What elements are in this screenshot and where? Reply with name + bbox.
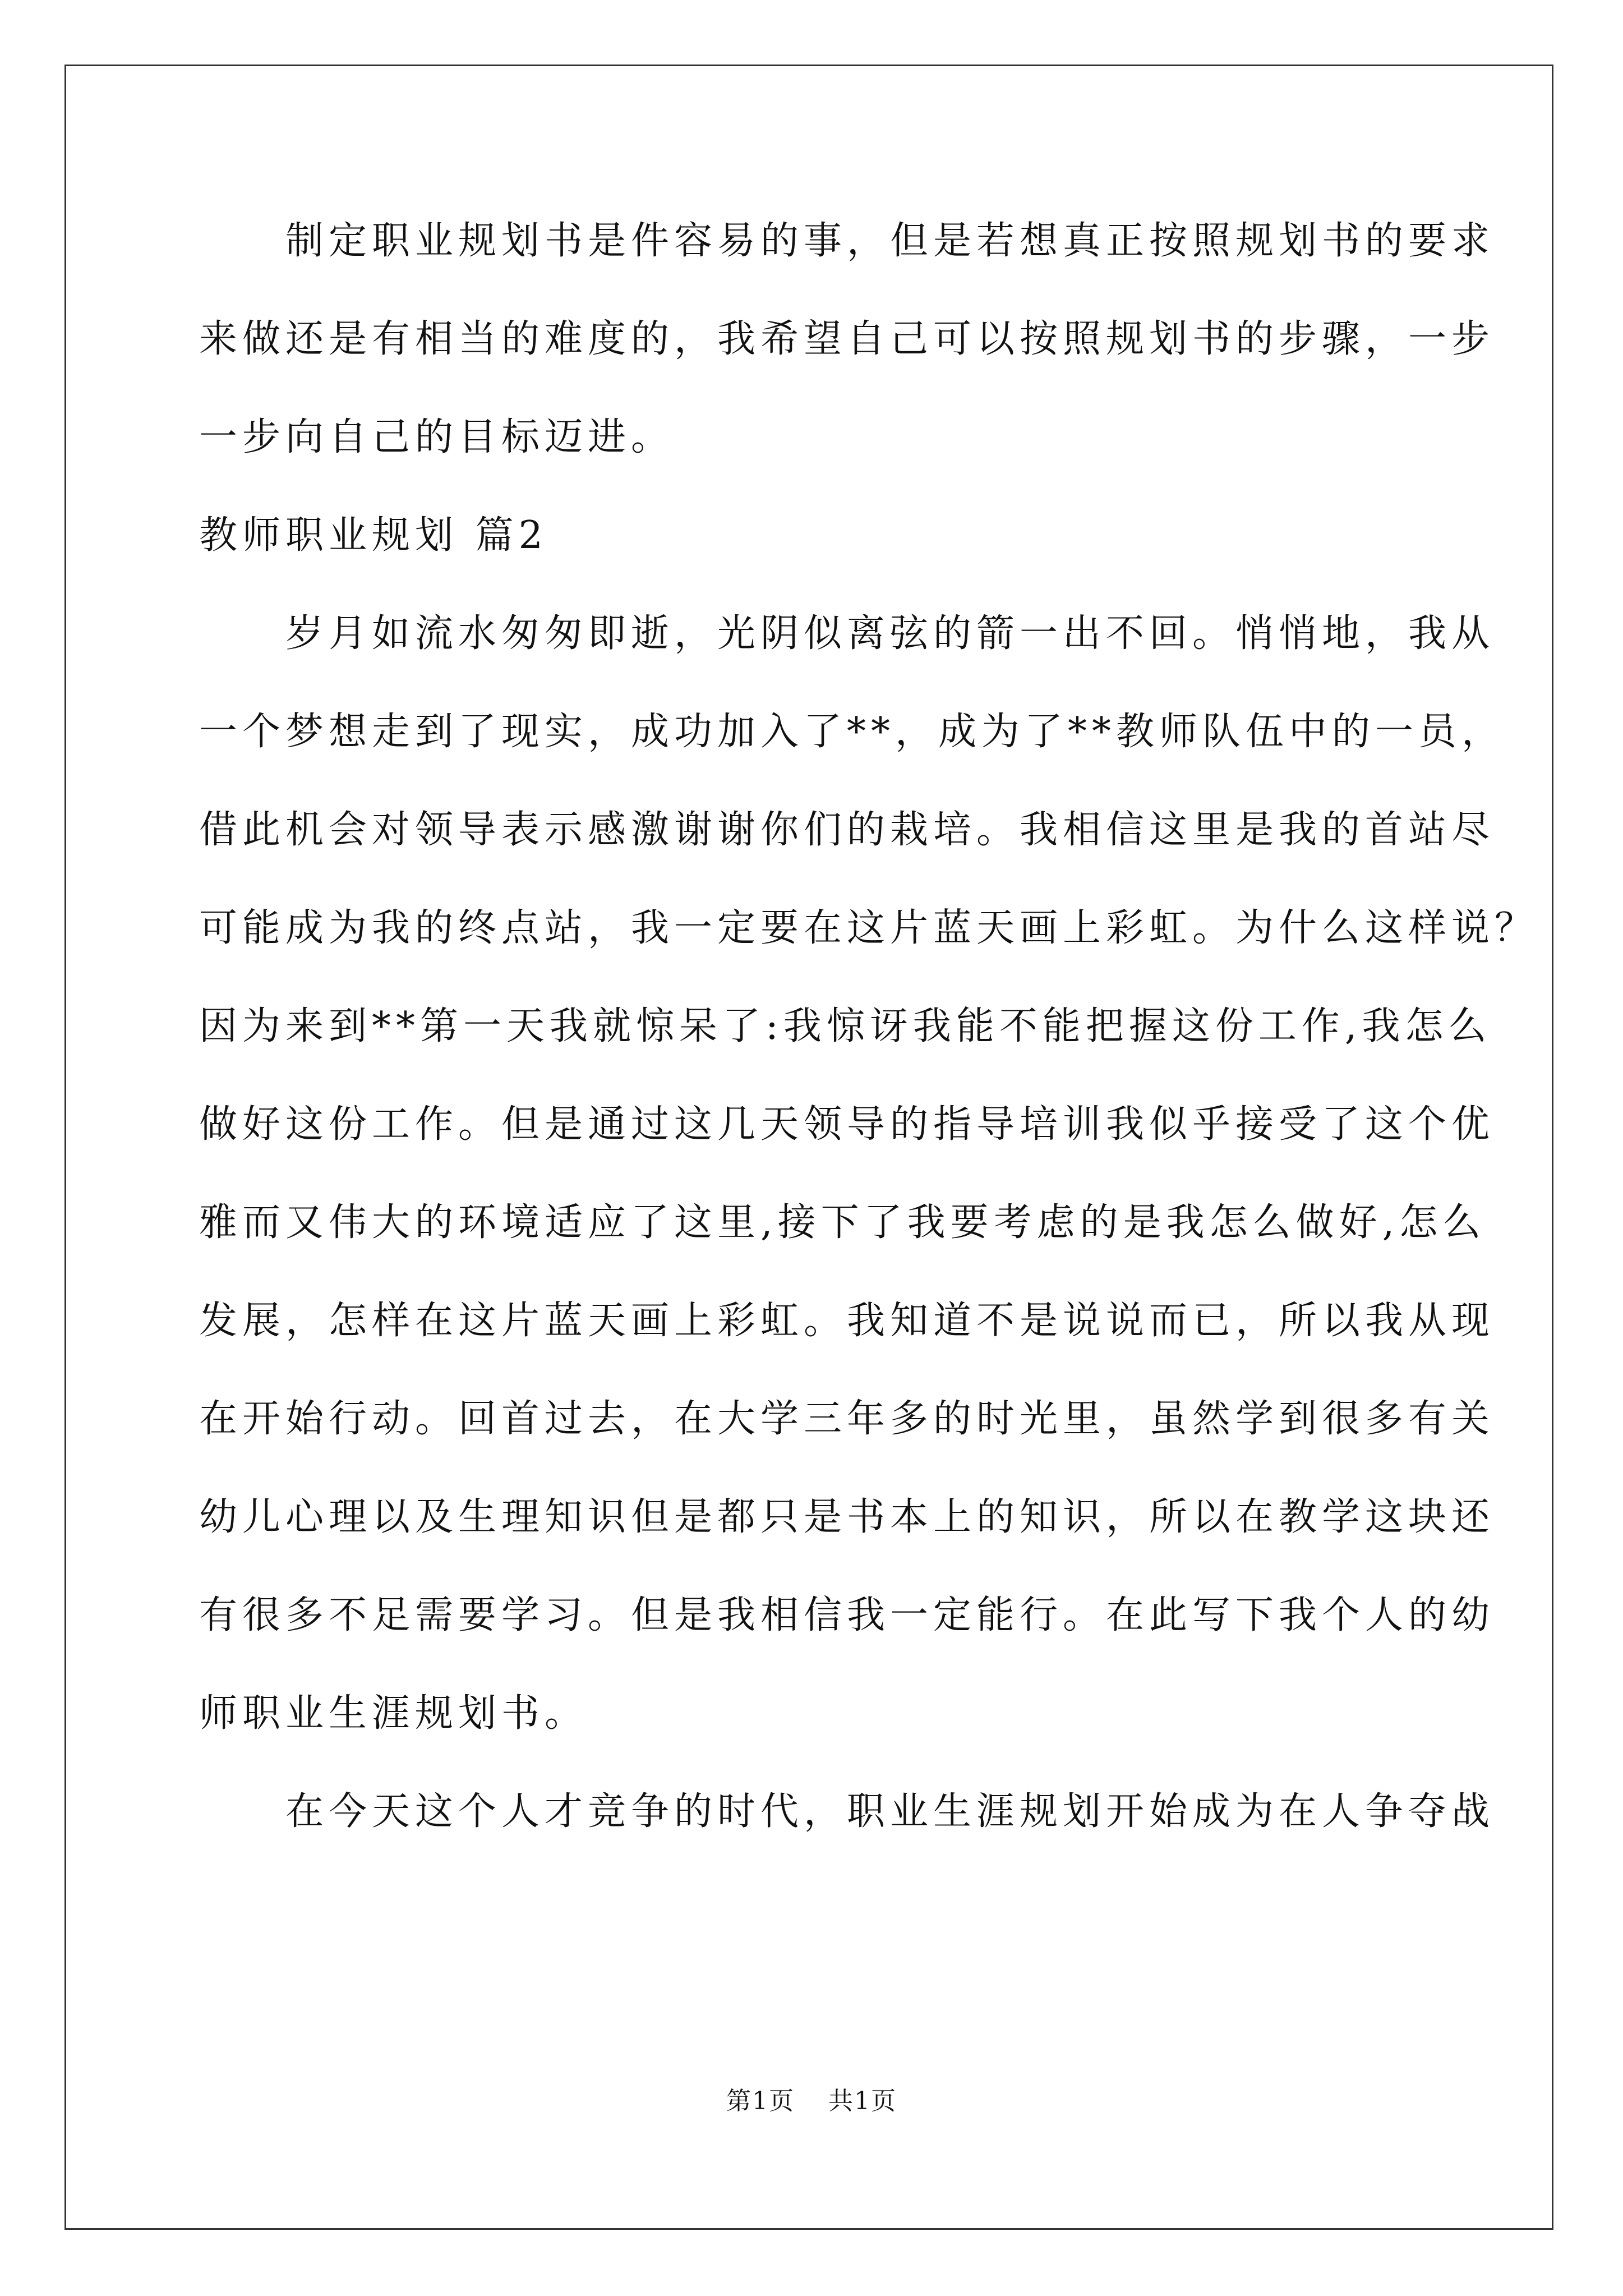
text-line: 借此机会对领导表示感激谢谢你们的栽培。我相信这里是我的首站尽 [199, 808, 1495, 852]
text-line: 一个梦想走到了现实，成功加入了**，成为了**教师队伍中的一员， [199, 710, 1505, 754]
text-line: 岁月如流水匆匆即逝，光阴似离弦的箭一出不回。悄悄地，我从 [199, 611, 1495, 656]
text-line: 有很多不足需要学习。但是我相信我一定能行。在此写下我个人的幼 [199, 1593, 1495, 1637]
page-number: 第1页 [726, 2087, 795, 2115]
text-line: 在今天这个人才竞争的时代，职业生涯规划开始成为在人争夺战 [199, 1789, 1495, 1834]
page-footer [0, 2086, 1623, 2117]
text-line: 制定职业规划书是件容易的事，但是若想真正按照规划书的要求 [199, 219, 1495, 263]
page-total: 共1页 [828, 2087, 897, 2115]
text-line: 发展，怎样在这片蓝天画上彩虹。我知道不是说说而已，所以我从现 [199, 1299, 1495, 1343]
text-line: 幼儿心理以及生理知识但是都只是书本上的知识，所以在教学这块还 [199, 1495, 1495, 1539]
text-line: 在开始行动。回首过去，在大学三年多的时光里，虽然学到很多有关 [199, 1397, 1495, 1441]
text-line: 师职业生涯规划书。 [199, 1691, 588, 1736]
text-line: 做好这份工作。但是通过这几天领导的指导培训我似乎接受了这个优 [199, 1102, 1495, 1147]
text-line: 因为来到**第一天我就惊呆了:我惊讶我能不能把握这份工作,我怎么 [199, 1004, 1492, 1048]
text-line: 雅而又伟大的环境适应了这里,接下了我要考虑的是我怎么做好,怎么 [199, 1200, 1486, 1245]
text-line: 一步向自己的目标迈进。 [199, 415, 675, 459]
section-heading: 教师职业规划 篇2 [199, 513, 548, 558]
text-line: 来做还是有相当的难度的，我希望自己可以按照规划书的步骤，一步 [199, 317, 1495, 361]
text-line: 可能成为我的终点站，我一定要在这片蓝天画上彩虹。为什么这样说？ [199, 906, 1538, 950]
page-border [64, 65, 1553, 2230]
